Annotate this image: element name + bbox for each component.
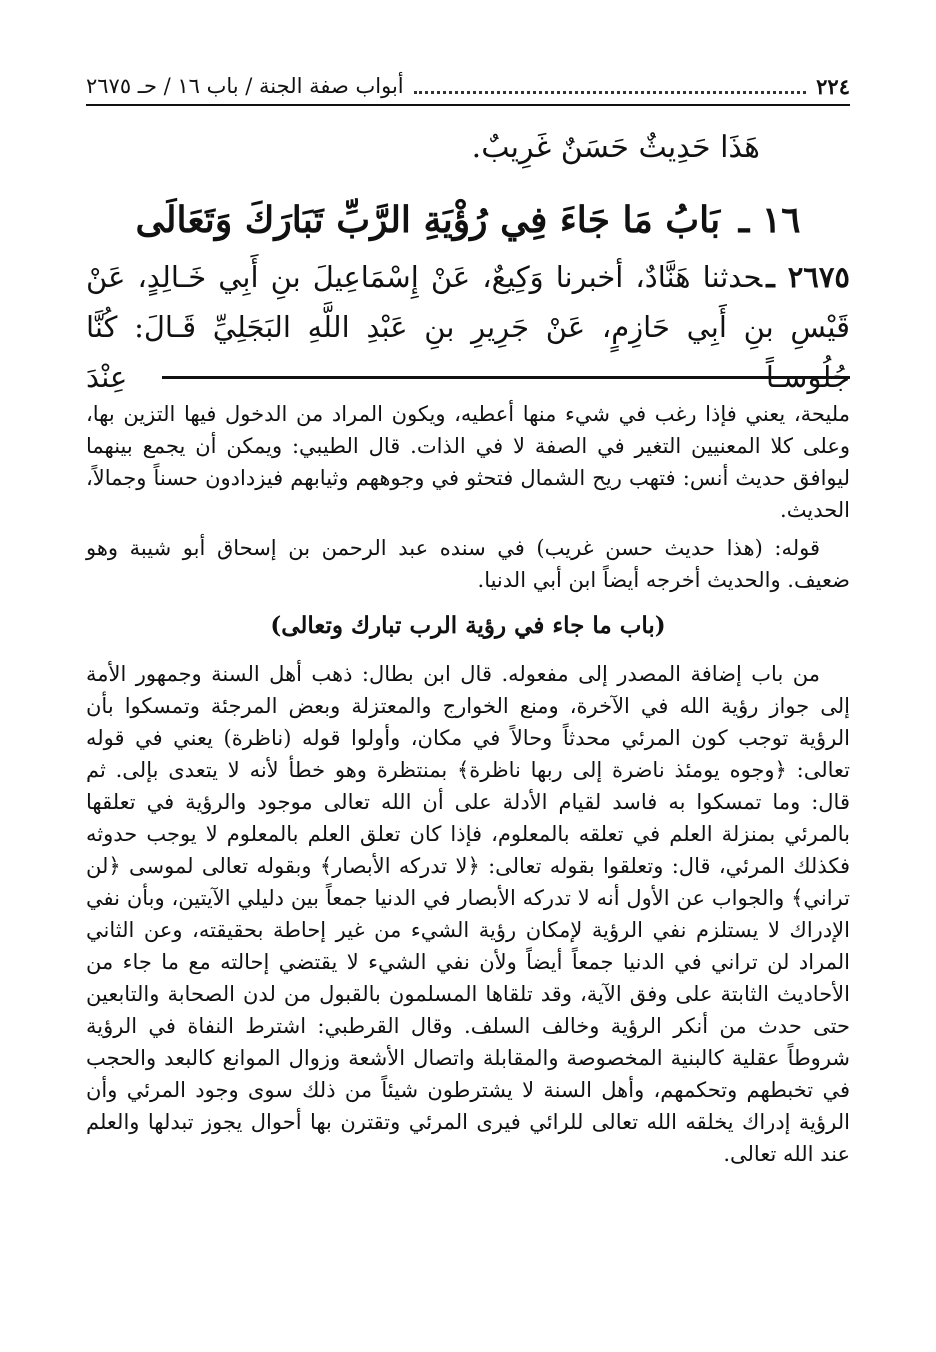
commentary-paragraph-2: قوله: (هذا حديث حسن غريب) في سنده عبد الرحمن بن إسحاق أبو شيبة وهو ضعيف. والحديث أخرجه أيضاً ابن أبي الدنيا. <box>86 536 850 592</box>
commentary-paragraph-1: مليحة، يعني فإذا رغب في شيء منها أعطيه، ويكون المراد من الدخول فيها التزين بها، وعلى كلا المعنيين التغير في الصفة لا في الذات. قال الطيبي: ويمكن أن يجمع بينهما ليوافق حديث أنس: فتهب ريح الشمال فتحثو في وجوههم وثيابهم فيزدادون حسناً وجمالاً، الحديث. <box>86 402 850 522</box>
header-rule <box>86 104 850 106</box>
commentary-chapter-title: (باب ما جاء في رؤية الرب تبارك وتعالى) <box>270 612 666 639</box>
main-text <box>86 120 850 402</box>
commentary-section <box>86 398 850 1176</box>
hadith-verdict: هَذَا حَدِيثٌ حَسَنٌ غَرِيبٌ. <box>471 130 760 165</box>
isnad-line-2: قَيْسِ بنِ أَبِي حَازِمٍ، عَنْ جَرِيرِ بنِ عَبْدِ اللَّهِ البَجَلِيِّ قَـالَ: كُنَّا جُلُوسـاً عِنْدَ <box>86 310 850 394</box>
page-number: ٢٢٤ <box>816 73 850 99</box>
chapter-heading <box>86 190 850 250</box>
isnad-text-1: حدثنا هَنَّادٌ، أخبرنا وَكِيعٌ، عَنْ إِسْمَاعِيلَ بنِ أَبِي خَـالِدٍ، عَنْ <box>86 260 763 294</box>
isnad-line-1 <box>86 252 850 302</box>
book-page <box>86 58 850 1318</box>
footnote-separator <box>162 376 850 379</box>
chapter-number: ١٦ ـ <box>738 199 801 241</box>
hadith-number: ٢٦٧٥ ـ <box>766 260 851 294</box>
leader-dots <box>414 91 807 94</box>
running-title: أبواب صفة الجنة / باب ١٦ / حـ ٢٦٧٥ <box>86 74 404 98</box>
running-header <box>86 72 850 100</box>
commentary-paragraph-3: من باب إضافة المصدر إلى مفعوله. قال ابن بطال: ذهب أهل السنة وجمهور الأمة إلى جواز رؤية الله في الآخرة، ومنع الخوارج والمعتزلة وبعض المرجئة وتمسكوا بأن الرؤية توجب كون المرئي محدثاً وحالاً في مكان، وأولوا قوله (ناظرة) يعني في قوله تعالى: ﴿وجوه يومئذ ناضرة إلى ربها ناظرة﴾ بمنتظرة وهو خطأ لأنه لا يتعدى بإلى. ثم قال: وما تمسكوا به فاسد لقيام الأدلة على أن الله تعالى موجود والرؤية في تعلقها بالمرئي بمنزلة العلم في تعلقه بالمعلوم، فإذا كان تعلق العلم بالمعلوم لا يوجب حدوثه فكذلك المرئي، قال: وتعلقوا بقوله تعالى: ﴿لا تدركه الأبصار﴾ وبقوله تعالى لموسى ﴿لن تراني﴾ والجواب عن الأول أنه لا تدركه الأبصار في الدنيا جمعاً بين دليلي الآيتين، وبأن نفي الإدراك لا يستلزم نفي الرؤية لإمكان رؤية الشيء من غير إحاطة بحقيقته، وعن الثاني المراد لن تراني في الدنيا جمعاً أيضاً ولأن نفي الشيء لا يقتضي إحالته مع ما جاء من الأحاديث الثابتة على وفق الآية، وقد تلقاها المسلمون بالقبول من لدن الصحابة والتابعين حتى حدث من أنكر الرؤية وخالف السلف. وقال القرطبي: اشترط النفاة في الرؤية شروطاً عقلية كالبنية المخصوصة والمقابلة واتصال الأشعة وزوال الموانع كالبعد والحجب في تخبطهم وتحكمهم، وأهل السنة لا يشترطون شيئاً من ذلك سوى وجود المرئي وأن الرؤية إدراك يخلقه الله تعالى للرائي فيرى المرئي وتقترن بها أحوال يجوز تبدلها والعلم عند الله تعالى. <box>86 662 851 1166</box>
chapter-title: بَابُ مَا جَاءَ فِي رُؤْيَةِ الرَّبِّ تَبَارَكَ وَتَعَالَى <box>135 199 721 241</box>
